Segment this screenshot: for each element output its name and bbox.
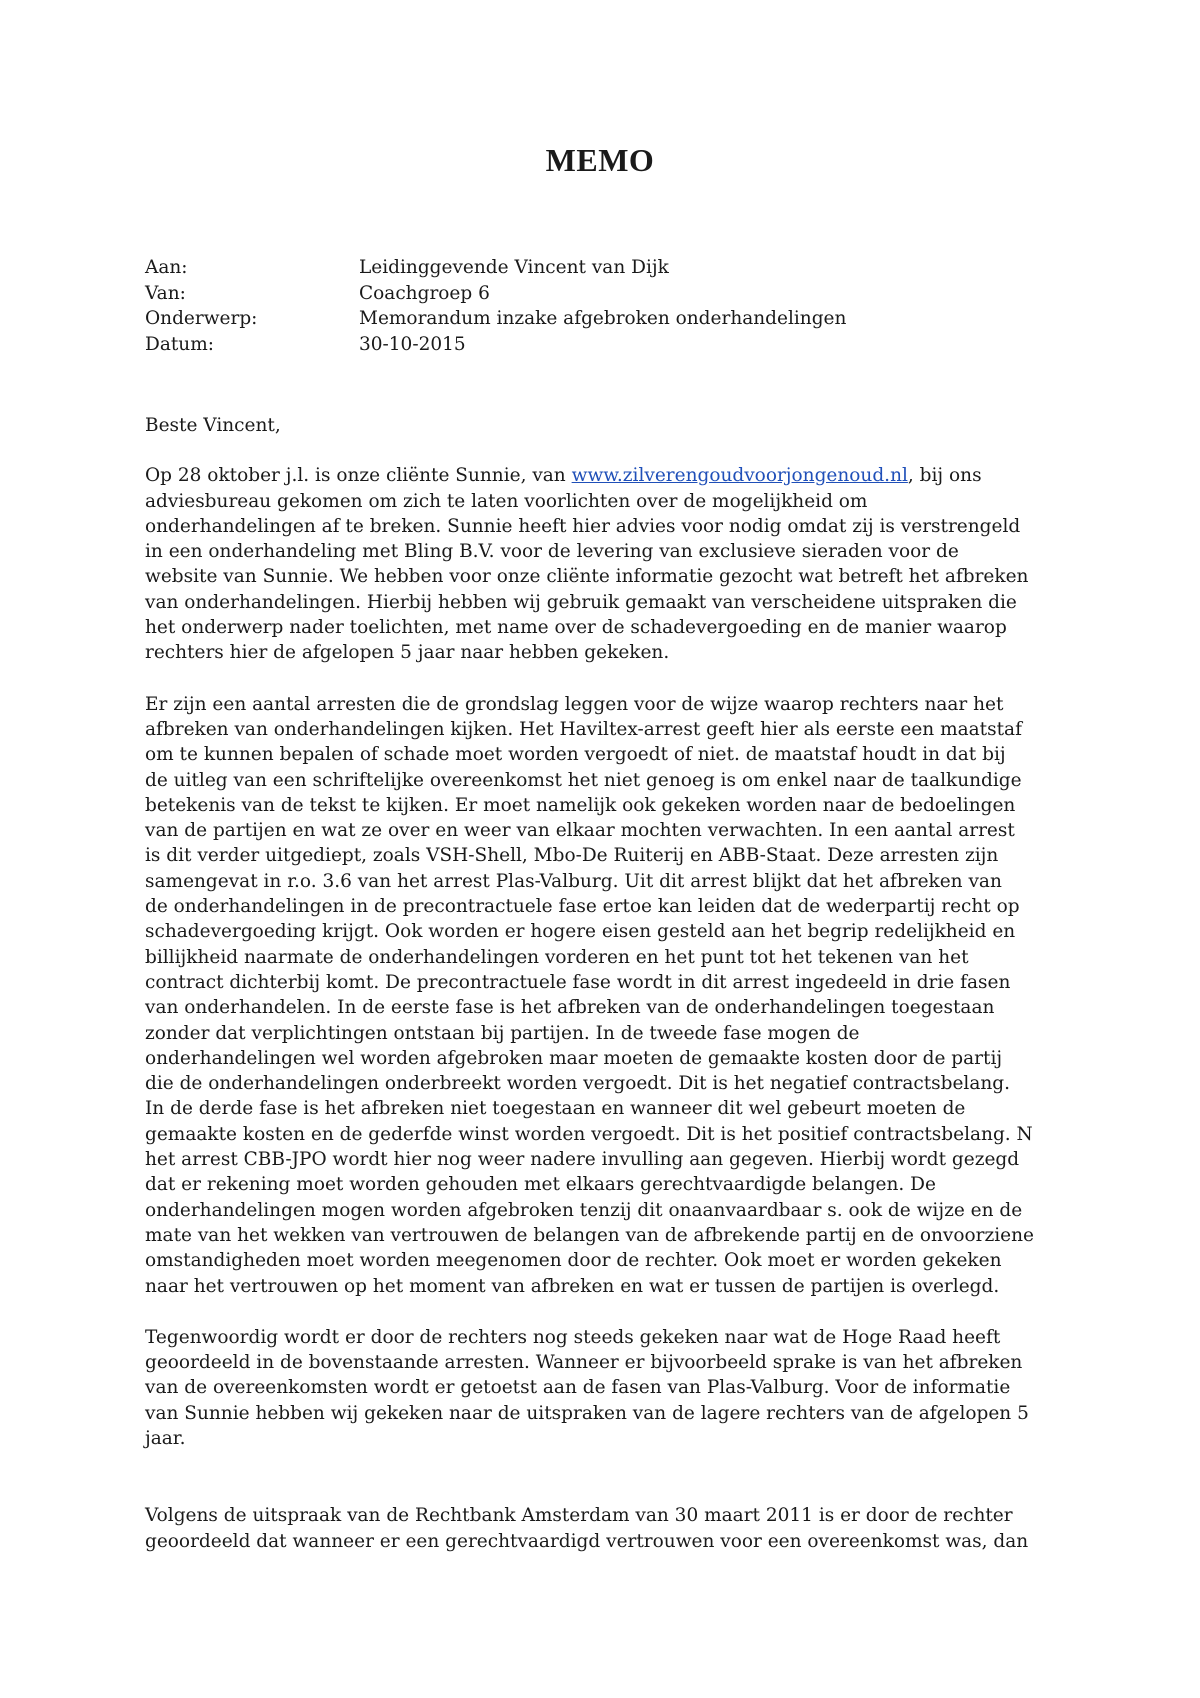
memo-body (145, 413, 1080, 1554)
date-label: Datum: (145, 333, 214, 355)
header-row-date (145, 332, 846, 358)
paragraph-2-line: zonder dat verplichtingen ontstaan bij partijen. In de tweede fase mogen de (145, 1022, 860, 1044)
from-value: Coachgroep 6 (359, 282, 490, 304)
header-row-from (145, 281, 846, 307)
paragraph-2-line: billijkheid naarmate de onderhandelingen vorderen en het punt tot het tekenen van het (145, 946, 969, 968)
subject-label: Onderwerp: (145, 308, 258, 329)
paragraph-2-line: gemaakte kosten en de gederfde winst worden vergoedt. Dit is het positief contractsbelang. N (145, 1123, 1033, 1145)
paragraph-2-line: van onderhandelen. In de eerste fase is het afbreken van de onderhandelingen toegestaan (145, 997, 995, 1019)
salutation: Beste Vincent, (145, 415, 281, 436)
paragraph-2-line: onderhandelingen wel worden afgebroken maar moeten de gemaakte kosten door de partij (145, 1047, 1003, 1069)
paragraph-2-line: samengevat in r.o. 3.6 van het arrest Plas-Valburg. Uit dit arrest blijkt dat het afbreken van (145, 870, 1002, 892)
paragraph-1 (145, 463, 1080, 665)
paragraph-1-line (145, 463, 1080, 488)
paragraph-2-line: Er zijn een aantal arresten die de grondslag leggen voor de wijze waarop rechters naar het (145, 693, 1004, 715)
paragraph-1-line: het onderwerp nader toelichten, met name over de schadevergoeding en de manier waarop (145, 617, 1007, 639)
subject-value: Memorandum inzake afgebroken onderhandelingen (359, 308, 847, 329)
paragraph-1-line: adviesbureau gekomen om zich te laten voorlichten over de mogelijkheid om (145, 490, 868, 512)
paragraph-3-line: geoordeeld in de bovenstaande arresten. Wanneer er bijvoorbeeld sprake is van het afbreken (145, 1352, 1023, 1374)
to-value: Leidinggevende Vincent van Dijk (359, 257, 669, 278)
paragraph-2-line: is dit verder uitgediept, zoals VSH-Shell, Mbo-De Ruiterij en ABB-Staat. Deze arresten zijn (145, 845, 999, 867)
paragraph-2-line: naar het vertrouwen op het moment van afbreken en wat er tussen de partijen is overlegd. (145, 1275, 1000, 1297)
paragraph-1-line: rechters hier de afgelopen 5 jaar naar hebben gekeken. (145, 642, 670, 664)
text-fragment: Op 28 oktober j.l. is onze cliënte Sunnie, van (145, 465, 572, 487)
date-value: 30-10-2015 (359, 333, 466, 355)
paragraph-3 (145, 1325, 1080, 1451)
paragraph-1-line: van onderhandelingen. Hierbij hebben wij gebruik gemaakt van verscheidene uitspraken die (145, 591, 1017, 613)
paragraph-1-line: onderhandelingen af te breken. Sunnie heeft hier advies voor nodig omdat zij is verstrengeld (145, 515, 1021, 537)
header-row-to (145, 255, 846, 281)
paragraph-3-line: van de overeenkomsten wordt er getoetst aan de fasen van Plas-Valburg. Voor de informatie (145, 1377, 1011, 1399)
paragraph-2-line: het arrest CBB-JPO wordt hier nog weer nadere invulling aan gegeven. Hierbij wordt gezegd (145, 1149, 1020, 1171)
paragraph-2-line: mate van het wekken van vertrouwen de belangen van de afbrekende partij en de onvoorziene (145, 1224, 1034, 1246)
paragraph-2-line: om te kunnen bepalen of schade moet worden vergoedt of niet. de maatstaf houdt in dat bij (145, 744, 1006, 766)
memo-title: MEMO (545, 142, 655, 178)
paragraph-1-line: in een onderhandeling met Bling B.V. voor de levering van exclusieve sieraden voor de (145, 541, 959, 563)
memo-header (145, 255, 846, 357)
paragraph-4-line: geoordeeld dat wanneer er een gerechtvaardigd vertrouwen voor een overeenkomst was, dan (145, 1530, 1029, 1552)
paragraph-2-line: van de partijen en wat ze over en weer van elkaar mochten verwachten. In een aantal arrest (145, 820, 1015, 842)
paragraph-4-line: Volgens de uitspraak van de Rechtbank Amsterdam van 30 maart 2011 is er door de rechter (145, 1505, 1013, 1527)
paragraph-3-line: jaar. (145, 1427, 186, 1449)
paragraph-2-line: afbreken van onderhandelingen kijken. Het Haviltex-arrest geeft hier als eerste een maatstaf (145, 718, 1022, 740)
paragraph-2-line: die de onderhandelingen onderbreekt worden vergoedt. Dit is het negatief contractsbelang. (145, 1073, 1011, 1095)
paragraph-2-line: de uitleg van een schriftelijke overeenkomst het niet genoeg is om enkel naar de taalkundige (145, 769, 1022, 791)
paragraph-2 (145, 692, 1080, 1299)
to-label: Aan: (145, 257, 188, 278)
paragraph-2-line: contract dichterbij komt. De precontractuele fase wordt in dit arrest ingedeeld in drie fasen (145, 971, 1011, 993)
paragraph-2-line: schadevergoeding krijgt. Ook worden er hogere eisen gesteld aan het begrip redelijkheid en (145, 921, 1016, 943)
paragraph-2-line: omstandigheden moet worden meegenomen door de rechter. Ook moet er worden gekeken (145, 1250, 1002, 1272)
from-label: Van: (145, 282, 186, 304)
header-row-subject (145, 306, 846, 332)
paragraph-3-line: van Sunnie hebben wij gekeken naar de uitspraken van de lagere rechters van de afgelopen 5 (145, 1402, 1029, 1424)
paragraph-3-line: Tegenwoordig wordt er door de rechters nog steeds gekeken naar wat de Hoge Raad heeft (145, 1326, 1001, 1348)
paragraph-2-line: In de derde fase is het afbreken niet toegestaan en wanneer dit wel gebeurt moeten de (145, 1098, 966, 1120)
paragraph-2-line: de onderhandelingen in de precontractuele fase ertoe kan leiden dat de wederpartij recht op (145, 896, 1020, 918)
paragraph-2-line: betekenis van de tekst te kijken. Er moet namelijk ook gekeken worden naar de bedoelingen (145, 794, 1016, 816)
website-link[interactable]: www.zilverengoudvoorjongenoud.nl (571, 465, 908, 487)
paragraph-1-line: website van Sunnie. We hebben voor onze cliënte informatie gezocht wat betreft het afbreken (145, 566, 1029, 588)
text-fragment: , bij ons (907, 465, 982, 487)
paragraph-2-line: dat er rekening moet worden gehouden met elkaars gerechtvaardigde belangen. De (145, 1174, 936, 1196)
paragraph-4 (145, 1503, 1080, 1554)
paragraph-2-line: onderhandelingen mogen worden afgebroken tenzij dit onaanvaardbaar s. ook de wijze en de (145, 1199, 1023, 1221)
